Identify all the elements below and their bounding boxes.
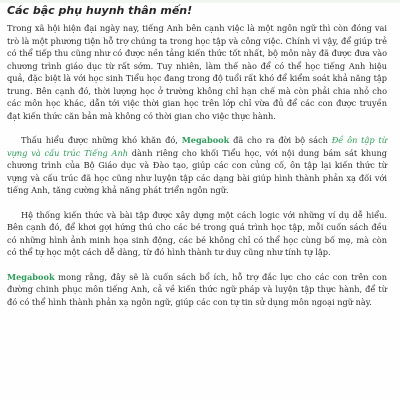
top-strip — [0, 0, 400, 3]
book-title: Đề ôn tập từ vựng và cấu trúc Tiếng Anh — [7, 135, 387, 158]
document-body — [7, 4, 387, 320]
paragraph-system: Hệ thống kiến thức và bài tập được xây dựng một cách logic với những ví dụ dễ hiểu. Bên cạnh đó, để khơi gợi hứng thú cho các bé trong quá trình học tập, mỗi cuốn sách đều có những hình ảnh minh họa sinh động, các bé không chỉ có thể học cùng bố mẹ, mà còn có thể tự học một cách dễ dàng, từ đó hình thành tư duy cũng như tính tự lập. — [7, 209, 387, 257]
greeting-heading: Các bậc phụ huynh thân mến! — [7, 4, 193, 17]
paragraph-text: dành riêng cho khối Tiểu học, với nội dung bám sát khung chương trình của Bộ Giáo dục và Đào tạo, giúp các con củng cố, ôn tập lại kiến thức từ vựng và cấu trúc đã học cũng như luyện tập các dạng bài giúp hình thành phản xạ đối với tiếng Anh, tăng cường khả năng phát triển ngôn ngữ. — [7, 147, 387, 195]
paragraph-closing — [7, 271, 387, 309]
paragraph-text: Thấu hiểu được những khó khăn đó, — [21, 135, 182, 145]
paragraph-book-intro — [7, 134, 387, 197]
paragraph-text: đã cho ra đời bộ sách — [229, 135, 332, 145]
paragraph-intro: Trong xã hội hiện đại ngày nay, tiếng Anh bên cạnh việc là một ngôn ngữ thì còn đóng vai trò là một phương tiện hỗ trợ chúng ta trong học tập và công việc. Chính vì vậy, để giúp trẻ có thể tiếp thu cũng như có được nền tảng kiến thức tốt nhất, bộ môn này đã được đưa vào chương trình giáo dục từ rất sớm. Tuy nhiên, làm thế nào để có thể học tiếng Anh hiệu quả, đặc biệt là với học sinh Tiểu học đang trong độ tuổi rất khó để kiểm soát khả năng tập trung. Bên cạnh đó, thời lượng học ở trường không chỉ hạn chế mà còn phải chia nhỏ cho các môn học khác, dẫn tới việc thời gian học trên lớp chỉ vừa đủ để các con được truyền đạt kiến thức căn bản mà không có thời gian cho việc thực hành. — [7, 23, 387, 121]
brand-name: Megabook — [7, 271, 55, 282]
paragraph-text: mong rằng, đây sẽ là cuốn sách bổ ích, hỗ trợ đắc lực cho các con trên con đường chinh phục môn tiếng Anh, cả về kiến thức ngữ pháp và luyện tập thực hành, để từ đó có thể hình thành phản xạ ngôn ngữ, giúp các con tự tin sử dụng môn ngoại ngữ này. — [7, 271, 387, 307]
brand-name: Megabook — [181, 135, 230, 145]
